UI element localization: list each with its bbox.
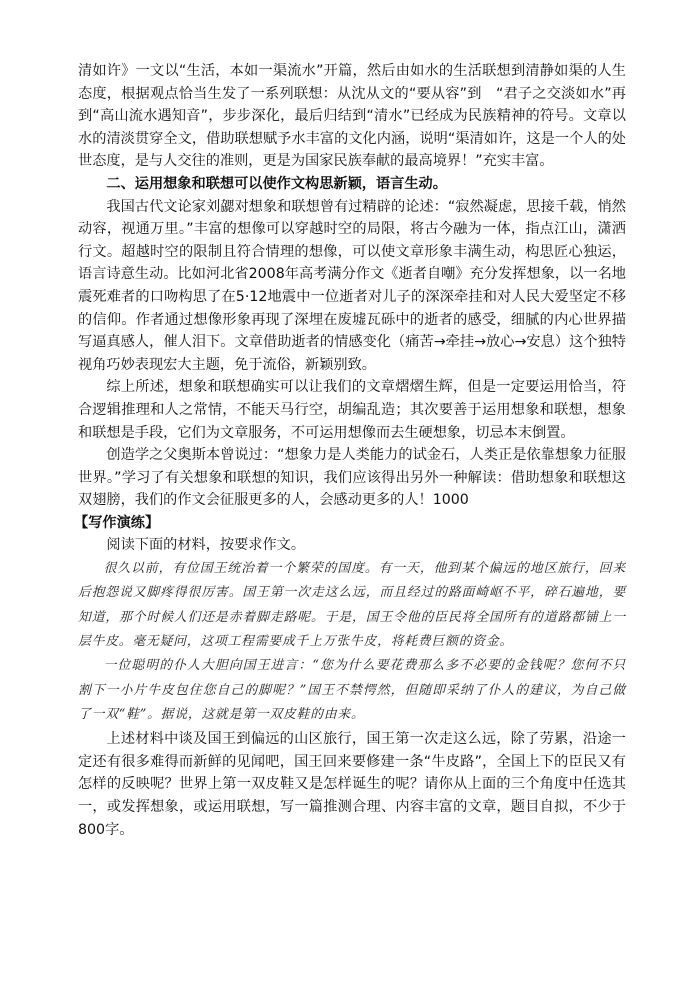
section-heading-2: 二、运用想象和联想可以使作文构思新颖，语言生动。 <box>106 175 447 192</box>
liuxie-paragraph: 我国古代文论家刘勰对想象和联想曾有过精辟的论述：“寂然凝虑，思接千载，悄然动容，视通万里。”丰富的想像可以穿越时空的局限，将古今融为一体，指点江山，潇洒行文。超越时空的限制且符合情理的想像，可以使文章形象丰满生动，构思匠心独运，语言诗意生动。比如河北省2008年高考满分作文《逝者自嘲》充分发挥想象，以一名地震死难者的口吻构思了在5·12地震中一位逝者对儿子的深深牵挂和对人民大爱坚定不移的信仰。作者通过想像形象再现了深埋在废墟瓦砾中的逝者的感受，细腻的内心世界描写逼真感人，催人泪下。文章借助逝者的情感变化（痛苦→牵挂→放心→安息）这个独特视角巧妙表现宏大主题，免于流俗，新颖别致。 <box>78 198 626 373</box>
osborn-paragraph: 创造学之父奥斯本曾说过：“想象力是人类能力的试金石，人类正是依靠想象力征服世界。”学习了有关想象和联想的知识，我们应该得出另外一种解读：借助想象和联想这双翅膀，我们的作文会征服更多的人，会感动更多的人！1000 <box>78 447 626 509</box>
material-paragraph-2: 一位聪明的仆人大胆向国王进言：“您为什么要花费那么多不必要的金钱呢？您何不只割下一小片牛皮包住您自己的脚呢？”国王不禁愕然，但随即采纳了仆人的建议，为自己做了一双“鞋”。据说，这就是第一双皮鞋的由来。 <box>78 658 626 722</box>
writing-practice-title: 【写作演练】 <box>74 514 160 531</box>
summary-paragraph: 综上所述，想象和联想确实可以让我们的文章熠熠生辉，但是一定要运用恰当，符合逻辑推理和人之常情，不能天马行空，胡编乱造；其次要善于运用想象和联想，想象和联想是手段，它们为文章服务，不可运用想像而去生硬想象，切忌本末倒置。 <box>78 379 626 441</box>
document-page <box>74 60 626 841</box>
instruction-paragraph: 阅读下面的材料，按要求作文。 <box>106 537 306 554</box>
material-paragraph-1: 很久以前，有位国王统治着一个繁荣的国度。有一天，他到某个偏远的地区旅行，回来后抱怨说又脚疼得很厉害。国王第一次走这么远，而且经过的路面崎岖不平，碎石遍地，要知道，那个时候人们还是赤着脚走路呢。于是，国王令他的臣民将全国所有的道路都铺上一层牛皮。毫无疑问，这项工程需要成千上万张牛皮，将耗费巨额的资金。 <box>78 561 626 649</box>
prompt-paragraph: 上述材料中谈及国王到偏远的山区旅行，国王第一次走这么远，除了劳累，沿途一定还有很多难得而新鲜的见闻吧，国王回来要修建一条“牛皮路”，全国上下的臣民又有怎样的反映呢？世界上第一双皮鞋又是怎样诞生的呢？请你从上面的三个角度中任选其一，或发挥想象，或运用联想，写一篇推测合理、内容丰富的文章，题目自拟，不少于800字。 <box>78 731 626 838</box>
intro-paragraph: 清如许》一文以“生活，本如一渠流水”开篇，然后由如水的生活联想到清静如渠的人生态度，根据观点恰当生发了一系列联想：从沈从文的“要从容”到 “君子之交淡如水”再到“高山流水遇知音”，步步深化，最后归结到“清水”已经成为民族精神的符号。文章以水的清淡贯穿全文，借助联想赋予水丰富的文化内涵，说明“渠清如许，这是一个人的处世态度，是与人交往的准则，更是为国家民族奉献的最高境界！”充实丰富。 <box>78 63 626 170</box>
